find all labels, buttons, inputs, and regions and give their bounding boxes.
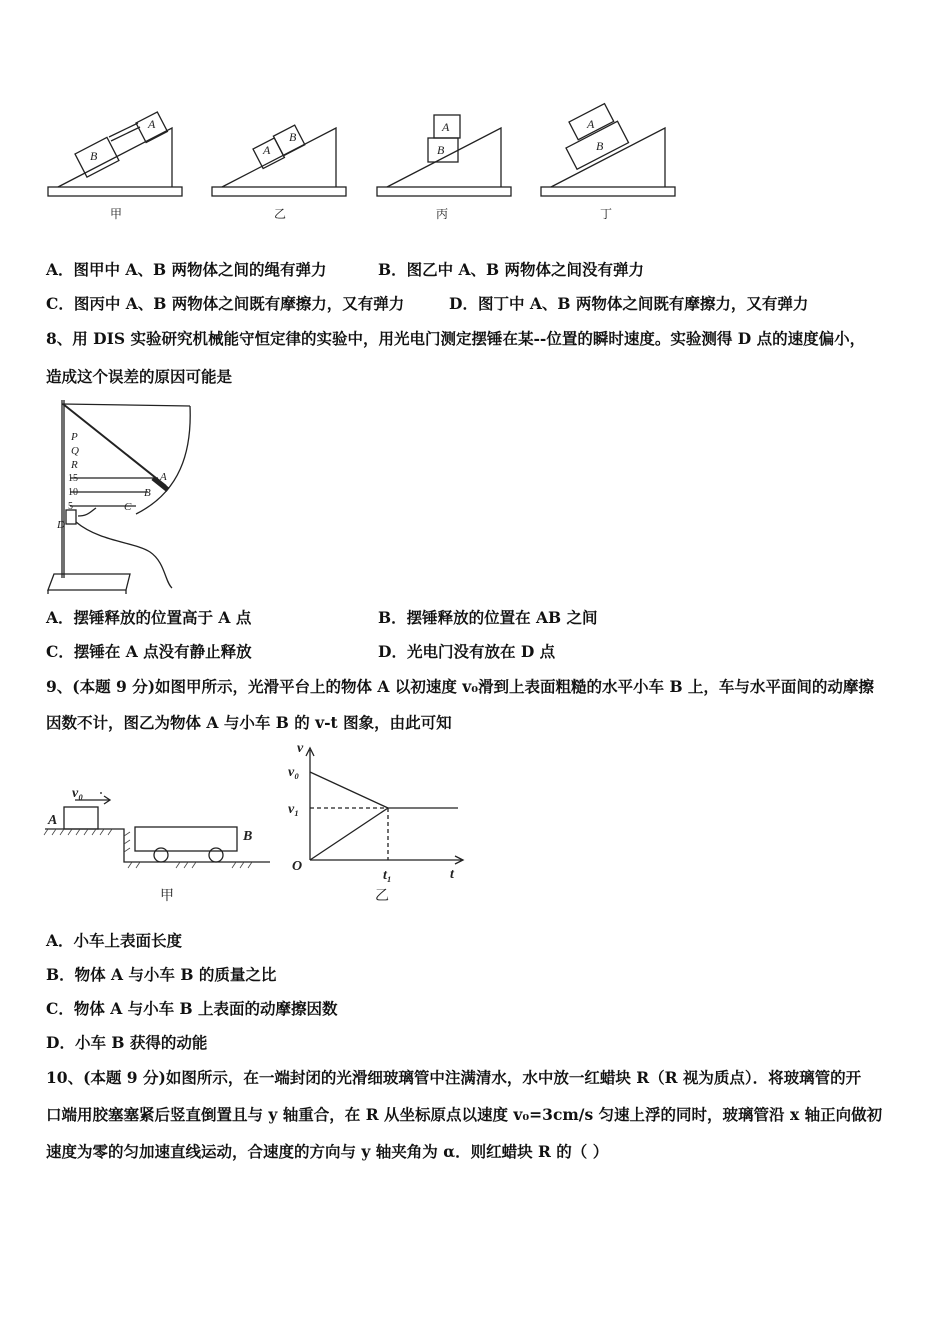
caption-jia: 甲 xyxy=(110,207,123,221)
q8-stem-line-1: 8、用 DIS 实验研究机械能守恒定律的实验中，用光电门测定摆锤在某--位置的瞬时速度。实验测得 D 点的速度偏小， xyxy=(46,329,866,348)
vt-label-t1: t₁ xyxy=(383,868,392,883)
caption-bing: 丙 xyxy=(436,207,449,221)
pendulum-label-a: A xyxy=(160,471,167,483)
pendulum-mark-5: 5 xyxy=(68,501,73,512)
cart-label-b: B xyxy=(243,829,253,844)
q8-option-c: C．摆锤在 A 点没有静止释放 xyxy=(46,642,252,661)
q8-option-d: D．光电门没有放在 D 点 xyxy=(378,642,556,661)
pendulum-figure xyxy=(40,392,240,602)
pendulum-mark-10: 10 xyxy=(68,487,78,498)
q8-stem-line-2: 造成这个误差的原因可能是 xyxy=(46,367,233,386)
fig-bing-label-a: A xyxy=(442,120,450,134)
pendulum-label-d: D xyxy=(57,519,65,531)
cart-label-a: A xyxy=(48,813,58,828)
q7-option-c: C．图丙中 A、B 两物体之间既有摩擦力，又有弹力 xyxy=(46,294,405,313)
q9-option-a: A．小车上表面长度 xyxy=(46,931,183,950)
pendulum-label-q: Q xyxy=(71,445,79,457)
vt-label-o: O xyxy=(292,859,303,874)
pendulum-label-b: B xyxy=(144,487,151,499)
cart-figure xyxy=(40,780,270,910)
q10-stem-line-1: 10、(本题 9 分)如图所示，在一端封闭的光滑细玻璃管中注满清水，水中放一红蜡块 R（R 视为质点）．将玻璃管的开 xyxy=(46,1068,862,1087)
q10-stem-line-2: 口端用胶塞塞紧后竖直倒置且与 y 轴重合，在 R 从坐标原点以速度 v₀=3cm/s 匀速上浮的同时，玻璃管沿 x 轴正向做初 xyxy=(46,1105,883,1124)
q9-option-d: D．小车 B 获得的动能 xyxy=(46,1033,208,1052)
q9-stem-line-2: 因数不计，图乙为物体 A 与小车 B 的 v-t 图象，由此可知 xyxy=(46,713,452,732)
q9-stem-line-1: 9、(本题 9 分)如图甲所示，光滑平台上的物体 A 以初速度 v₀滑到上表面粗糙的水平小车 B 上，车与水平面间的动摩擦 xyxy=(46,677,874,696)
pendulum-label-c: C xyxy=(124,501,132,513)
fig-jia-label-a: A xyxy=(148,117,156,131)
pendulum-label-p: P xyxy=(71,431,78,443)
fig-bing-label-b: B xyxy=(437,143,445,157)
vt-label-t: t xyxy=(450,867,454,882)
cart-label-v0: v₀ xyxy=(72,786,84,801)
q7-option-d: D．图丁中 A、B 两物体之间既有摩擦力，又有弹力 xyxy=(449,294,809,313)
vt-label-v0: v₀ xyxy=(288,765,300,780)
vt-graph xyxy=(283,742,473,902)
caption-yi: 乙 xyxy=(274,207,287,221)
fig-yi-label-b: B xyxy=(289,130,297,144)
fig-ding-label-b: B xyxy=(596,139,604,153)
q8-option-b: B．摆锤释放的位置在 AB 之间 xyxy=(378,608,598,627)
pendulum-label-r: R xyxy=(71,459,78,471)
q7-option-b: B．图乙中 A、B 两物体之间没有弹力 xyxy=(378,260,645,279)
q8-option-a: A．摆锤释放的位置高于 A 点 xyxy=(46,608,252,627)
fig-jia-label-b: B xyxy=(90,149,98,163)
incline-figures xyxy=(0,0,950,230)
vt-label-v1: v₁ xyxy=(288,802,300,817)
pendulum-mark-15: 15 xyxy=(68,473,78,484)
vt-caption: 乙 xyxy=(375,889,389,904)
q10-stem-line-3: 速度为零的匀加速直线运动，合速度的方向与 y 轴夹角为 α．则红蜡块 R 的（ ） xyxy=(46,1142,609,1161)
q9-option-c: C．物体 A 与小车 B 上表面的动摩擦因数 xyxy=(46,999,338,1018)
cart-caption: 甲 xyxy=(160,889,174,904)
fig-yi-label-a: A xyxy=(263,143,271,157)
vt-label-v: v xyxy=(297,741,304,756)
q7-option-a: A．图甲中 A、B 两物体之间的绳有弹力 xyxy=(46,260,327,279)
q9-option-b: B．物体 A 与小车 B 的质量之比 xyxy=(46,965,277,984)
fig-ding-label-a: A xyxy=(587,117,595,131)
caption-ding: 丁 xyxy=(600,207,613,221)
